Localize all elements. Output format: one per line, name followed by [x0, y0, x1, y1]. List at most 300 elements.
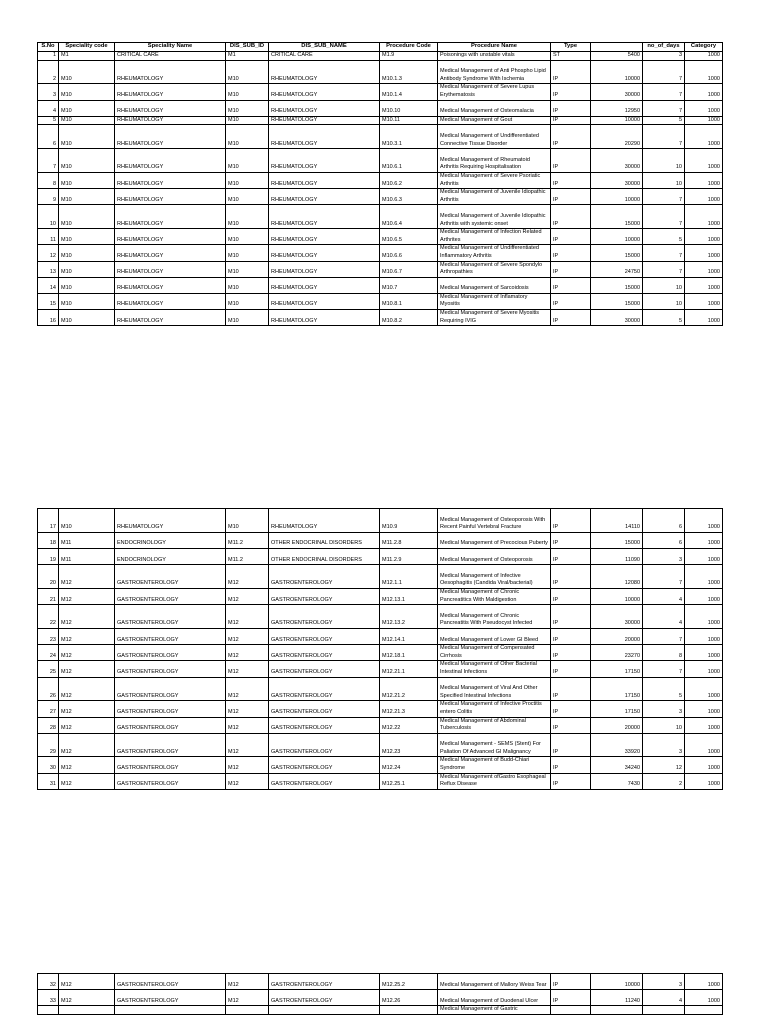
cell-procedure-name: Medical Management of Mallory Weiss Tear [438, 974, 551, 990]
header-procedure-code: Procedure Code [380, 43, 438, 52]
cell-category: 1000 [685, 757, 723, 773]
table-row [38, 310, 723, 326]
cell-no-of-days: 10 [643, 293, 685, 309]
cell-procedure-name: Medical Management of Undifferentiated Connective Tissue Disorder [438, 125, 551, 149]
cell-type: IP [551, 717, 591, 733]
cell-speciality-code: M12 [59, 605, 115, 629]
cell-procedure-name: Medical Management of Abdominal Tuberculosis [438, 717, 551, 733]
cell-amount: 20290 [591, 125, 643, 149]
cell-procedure-code [380, 1006, 438, 1015]
cell-dis-sub-name: GASTROENTEROLOGY [269, 677, 380, 701]
cell-no-of-days: 7 [643, 628, 685, 644]
table-row [38, 149, 723, 173]
cell-sno: 7 [38, 149, 59, 173]
cell-amount: 34240 [591, 757, 643, 773]
cell-no-of-days: 5 [643, 116, 685, 125]
cell-procedure-name: Medical Management of Budd-Chiari Syndrome [438, 757, 551, 773]
cell-type: IP [551, 677, 591, 701]
cell-sno: 26 [38, 677, 59, 701]
cell-procedure-name: Medical Management of Juvenile Idiopathic Arthritis with systemic onset [438, 205, 551, 229]
cell-procedure-code: M10.11 [380, 116, 438, 125]
cell-type: IP [551, 229, 591, 245]
cell-type: IP [551, 532, 591, 548]
cell-speciality-code: M12 [59, 628, 115, 644]
table-row [38, 757, 723, 773]
cell-amount: 30000 [591, 605, 643, 629]
header-procedure-name: Procedure Name [438, 43, 551, 52]
cell-no-of-days: 7 [643, 100, 685, 116]
table-row [38, 52, 723, 61]
cell-type: IP [551, 733, 591, 757]
cell-speciality-name: RHEUMATOLOGY [115, 229, 226, 245]
cell-category: 1000 [685, 100, 723, 116]
cell-speciality-code: M12 [59, 733, 115, 757]
cell-no-of-days: 5 [643, 229, 685, 245]
cell-speciality-code: M11 [59, 532, 115, 548]
cell-dis-sub-name: RHEUMATOLOGY [269, 205, 380, 229]
cell-dis-sub-name: RHEUMATOLOGY [269, 245, 380, 261]
cell-dis-sub-name: RHEUMATOLOGY [269, 84, 380, 100]
cell-sno: 9 [38, 189, 59, 205]
cell-type: IP [551, 990, 591, 1006]
cell-no-of-days: 7 [643, 84, 685, 100]
procedure-table-block-1 [37, 42, 723, 326]
cell-speciality-code: M10 [59, 205, 115, 229]
cell-procedure-name: Medical Management of Undifferentiated Inflammatory Arthritis [438, 245, 551, 261]
cell-no-of-days: 7 [643, 661, 685, 677]
table-row [38, 509, 723, 533]
table-row [38, 172, 723, 188]
cell-sno: 24 [38, 645, 59, 661]
cell-amount: 24750 [591, 261, 643, 277]
cell-procedure-name: Medical Management of Lower GI Bleed [438, 628, 551, 644]
cell-amount: 30000 [591, 149, 643, 173]
cell-sno: 2 [38, 60, 59, 84]
cell-amount: 14110 [591, 509, 643, 533]
cell-no-of-days: 7 [643, 205, 685, 229]
cell-procedure-name: Medical Management of Gastric [438, 1006, 551, 1015]
header-no-of-days: no_of_days [643, 43, 685, 52]
cell-no-of-days: 10 [643, 172, 685, 188]
cell-type: IP [551, 293, 591, 309]
table-body [38, 974, 723, 1015]
cell-speciality-name: GASTROENTEROLOGY [115, 974, 226, 990]
table-row [38, 116, 723, 125]
cell-category: 1000 [685, 733, 723, 757]
cell-type: IP [551, 509, 591, 533]
cell-speciality-code: M10 [59, 84, 115, 100]
cell-no-of-days: 2 [643, 773, 685, 789]
cell-no-of-days: 3 [643, 52, 685, 61]
cell-dis-sub-id: M12 [226, 677, 269, 701]
cell-procedure-code: M12.25.2 [380, 974, 438, 990]
cell-speciality-code: M10 [59, 100, 115, 116]
cell-dis-sub-id: M10 [226, 205, 269, 229]
cell-procedure-code: M10.10 [380, 100, 438, 116]
cell-procedure-code: M10.9 [380, 509, 438, 533]
cell-amount: 10000 [591, 588, 643, 604]
cell-dis-sub-name: RHEUMATOLOGY [269, 149, 380, 173]
cell-no-of-days: 6 [643, 532, 685, 548]
cell-speciality-code: M10 [59, 125, 115, 149]
cell-dis-sub-name: RHEUMATOLOGY [269, 509, 380, 533]
cell-speciality-name: RHEUMATOLOGY [115, 293, 226, 309]
cell-no-of-days: 7 [643, 125, 685, 149]
cell-speciality-name: RHEUMATOLOGY [115, 509, 226, 533]
cell-speciality-code: M11 [59, 548, 115, 564]
cell-sno: 14 [38, 277, 59, 293]
cell-speciality-code: M10 [59, 261, 115, 277]
table-row [38, 677, 723, 701]
cell-speciality-name: RHEUMATOLOGY [115, 149, 226, 173]
cell-speciality-name: RHEUMATOLOGY [115, 100, 226, 116]
cell-dis-sub-name: GASTROENTEROLOGY [269, 990, 380, 1006]
cell-category: 1000 [685, 60, 723, 84]
cell-type: IP [551, 100, 591, 116]
cell-dis-sub-name: GASTROENTEROLOGY [269, 588, 380, 604]
table-body [38, 509, 723, 790]
cell-procedure-code: M12.14.1 [380, 628, 438, 644]
cell-procedure-code: M1.9 [380, 52, 438, 61]
cell-dis-sub-name: GASTROENTEROLOGY [269, 757, 380, 773]
cell-type: IP [551, 588, 591, 604]
cell-dis-sub-name: RHEUMATOLOGY [269, 189, 380, 205]
cell-no-of-days: 3 [643, 701, 685, 717]
table-row [38, 205, 723, 229]
cell-speciality-name: RHEUMATOLOGY [115, 189, 226, 205]
cell-amount: 15000 [591, 245, 643, 261]
cell-amount: 5400 [591, 52, 643, 61]
header-sno: S.No [38, 43, 59, 52]
cell-dis-sub-id: M12 [226, 628, 269, 644]
cell-amount: 10000 [591, 60, 643, 84]
cell-no-of-days: 3 [643, 733, 685, 757]
cell-amount: 10000 [591, 116, 643, 125]
cell-no-of-days: 4 [643, 990, 685, 1006]
cell-sno: 32 [38, 974, 59, 990]
cell-category: 1000 [685, 677, 723, 701]
cell-dis-sub-name: RHEUMATOLOGY [269, 310, 380, 326]
cell-dis-sub-id: M12 [226, 757, 269, 773]
cell-category: 1000 [685, 645, 723, 661]
table-row [38, 293, 723, 309]
cell-dis-sub-id: M10 [226, 509, 269, 533]
cell-dis-sub-name: GASTROENTEROLOGY [269, 605, 380, 629]
cell-procedure-name: Medical Management of Osteomalacia [438, 100, 551, 116]
cell-dis-sub-id: M10 [226, 60, 269, 84]
cell-type: IP [551, 205, 591, 229]
cell-speciality-name: RHEUMATOLOGY [115, 261, 226, 277]
cell-type: IP [551, 565, 591, 589]
cell-category: 1000 [685, 605, 723, 629]
cell-speciality-code [59, 1006, 115, 1015]
cell-procedure-name: Medical Management of Rheumatoid Arthritis Requiring Hospitalisation [438, 149, 551, 173]
table-body [38, 52, 723, 326]
cell-no-of-days: 4 [643, 605, 685, 629]
cell-speciality-name: RHEUMATOLOGY [115, 245, 226, 261]
cell-type: IP [551, 189, 591, 205]
cell-category: 1000 [685, 628, 723, 644]
cell-dis-sub-id: M12 [226, 717, 269, 733]
cell-procedure-code: M10.1.4 [380, 84, 438, 100]
cell-procedure-name: Medical Management of Infective Proctitis entero Colitis [438, 701, 551, 717]
cell-category: 1000 [685, 125, 723, 149]
cell-amount [591, 1006, 643, 1015]
cell-no-of-days: 10 [643, 277, 685, 293]
cell-procedure-name: Medical Management of Viral And Other Specified Intestinal Infections [438, 677, 551, 701]
cell-amount: 33920 [591, 733, 643, 757]
cell-dis-sub-id: M10 [226, 293, 269, 309]
cell-dis-sub-name: RHEUMATOLOGY [269, 277, 380, 293]
cell-procedure-name: Medical Management of Severe Psoriatic Arthritis [438, 172, 551, 188]
cell-procedure-code: M10.6.4 [380, 205, 438, 229]
cell-speciality-name: RHEUMATOLOGY [115, 60, 226, 84]
cell-amount: 12950 [591, 100, 643, 116]
cell-speciality-code: M10 [59, 172, 115, 188]
cell-amount: 12080 [591, 565, 643, 589]
cell-category: 1000 [685, 701, 723, 717]
cell-no-of-days: 5 [643, 310, 685, 326]
cell-category: 1000 [685, 277, 723, 293]
cell-speciality-name: GASTROENTEROLOGY [115, 605, 226, 629]
cell-type: IP [551, 701, 591, 717]
cell-category: 1000 [685, 974, 723, 990]
cell-speciality-code: M10 [59, 293, 115, 309]
cell-no-of-days [643, 1006, 685, 1015]
cell-speciality-name: GASTROENTEROLOGY [115, 645, 226, 661]
cell-dis-sub-id: M12 [226, 701, 269, 717]
cell-amount: 20000 [591, 717, 643, 733]
cell-amount: 10000 [591, 229, 643, 245]
cell-dis-sub-name: GASTROENTEROLOGY [269, 717, 380, 733]
table-row [38, 990, 723, 1006]
table-row [38, 60, 723, 84]
cell-speciality-code: M10 [59, 509, 115, 533]
cell-procedure-name: Medical Management of Compensated Cirrhosis [438, 645, 551, 661]
cell-procedure-name: Medical Management of Precocious Puberty [438, 532, 551, 548]
cell-amount: 11240 [591, 990, 643, 1006]
cell-amount: 30000 [591, 310, 643, 326]
cell-category: 1000 [685, 310, 723, 326]
header-amount [591, 43, 643, 52]
cell-sno: 20 [38, 565, 59, 589]
cell-dis-sub-name: GASTROENTEROLOGY [269, 773, 380, 789]
cell-dis-sub-name: GASTROENTEROLOGY [269, 974, 380, 990]
cell-sno: 11 [38, 229, 59, 245]
cell-no-of-days: 10 [643, 717, 685, 733]
cell-procedure-code: M10.1.3 [380, 60, 438, 84]
cell-procedure-name: Medical Management ofGastro Esophageal Reflux Disease [438, 773, 551, 789]
cell-sno: 33 [38, 990, 59, 1006]
cell-dis-sub-id: M10 [226, 261, 269, 277]
cell-procedure-code: M12.21.3 [380, 701, 438, 717]
cell-dis-sub-id: M12 [226, 605, 269, 629]
cell-dis-sub-name: RHEUMATOLOGY [269, 172, 380, 188]
cell-dis-sub-name: GASTROENTEROLOGY [269, 701, 380, 717]
cell-no-of-days: 5 [643, 677, 685, 701]
cell-sno: 29 [38, 733, 59, 757]
cell-procedure-code: M12.26 [380, 990, 438, 1006]
cell-speciality-code: M10 [59, 149, 115, 173]
cell-speciality-name: RHEUMATOLOGY [115, 84, 226, 100]
cell-dis-sub-id: M10 [226, 172, 269, 188]
cell-amount: 20000 [591, 628, 643, 644]
cell-sno: 27 [38, 701, 59, 717]
cell-procedure-code: M11.2.9 [380, 548, 438, 564]
table-row [38, 189, 723, 205]
cell-speciality-name: GASTROENTEROLOGY [115, 701, 226, 717]
cell-speciality-name: RHEUMATOLOGY [115, 310, 226, 326]
cell-speciality-name: GASTROENTEROLOGY [115, 717, 226, 733]
cell-dis-sub-id: M12 [226, 565, 269, 589]
table-row [38, 661, 723, 677]
cell-type: IP [551, 310, 591, 326]
cell-dis-sub-id: M1 [226, 52, 269, 61]
cell-speciality-code: M12 [59, 701, 115, 717]
cell-procedure-code: M10.7 [380, 277, 438, 293]
cell-speciality-name: GASTROENTEROLOGY [115, 588, 226, 604]
cell-no-of-days: 7 [643, 189, 685, 205]
table-row [38, 261, 723, 277]
cell-procedure-code: M10.6.5 [380, 229, 438, 245]
cell-procedure-code: M10.6.3 [380, 189, 438, 205]
cell-procedure-code: M10.3.1 [380, 125, 438, 149]
table-row [38, 628, 723, 644]
cell-procedure-name: Medical Management of Chronic Pancreatitis With Pseudocyst Infected [438, 605, 551, 629]
cell-sno: 19 [38, 548, 59, 564]
cell-procedure-code: M12.1.1 [380, 565, 438, 589]
cell-procedure-name: Medical Management of Gout [438, 116, 551, 125]
cell-procedure-code: M10.6.6 [380, 245, 438, 261]
cell-category: 1000 [685, 293, 723, 309]
cell-category: 1000 [685, 548, 723, 564]
cell-sno: 1 [38, 52, 59, 61]
cell-amount: 30000 [591, 84, 643, 100]
cell-procedure-code: M12.18.1 [380, 645, 438, 661]
cell-type: IP [551, 245, 591, 261]
cell-type: IP [551, 605, 591, 629]
cell-procedure-code: M12.25.1 [380, 773, 438, 789]
cell-dis-sub-id: M11.2 [226, 532, 269, 548]
cell-category: 1000 [685, 149, 723, 173]
cell-no-of-days: 7 [643, 60, 685, 84]
cell-dis-sub-id: M10 [226, 277, 269, 293]
cell-speciality-name: GASTROENTEROLOGY [115, 773, 226, 789]
cell-no-of-days: 3 [643, 548, 685, 564]
cell-type: IP [551, 974, 591, 990]
header-speciality-name: Speciality Name [115, 43, 226, 52]
cell-speciality-code: M10 [59, 310, 115, 326]
cell-dis-sub-id [226, 1006, 269, 1015]
cell-category: 1000 [685, 990, 723, 1006]
cell-sno: 10 [38, 205, 59, 229]
cell-dis-sub-id: M12 [226, 645, 269, 661]
cell-sno: 22 [38, 605, 59, 629]
cell-sno: 6 [38, 125, 59, 149]
cell-type: IP [551, 628, 591, 644]
cell-type: IP [551, 84, 591, 100]
cell-procedure-code: M12.21.2 [380, 677, 438, 701]
cell-speciality-code: M1 [59, 52, 115, 61]
cell-dis-sub-id: M12 [226, 773, 269, 789]
cell-dis-sub-name: GASTROENTEROLOGY [269, 645, 380, 661]
cell-procedure-code: M12.21.1 [380, 661, 438, 677]
cell-no-of-days: 12 [643, 757, 685, 773]
cell-dis-sub-name: RHEUMATOLOGY [269, 125, 380, 149]
cell-speciality-code: M10 [59, 245, 115, 261]
cell-speciality-code: M12 [59, 661, 115, 677]
cell-speciality-code: M12 [59, 677, 115, 701]
cell-amount: 7430 [591, 773, 643, 789]
cell-speciality-name: RHEUMATOLOGY [115, 277, 226, 293]
cell-type: IP [551, 757, 591, 773]
cell-speciality-name: GASTROENTEROLOGY [115, 677, 226, 701]
procedure-table-block-3 [37, 973, 723, 1015]
cell-dis-sub-id: M12 [226, 990, 269, 1006]
cell-no-of-days: 7 [643, 261, 685, 277]
cell-dis-sub-id: M10 [226, 245, 269, 261]
cell-type: IP [551, 261, 591, 277]
table-row [38, 565, 723, 589]
cell-dis-sub-name: OTHER ENDOCRINAL DISORDERS [269, 532, 380, 548]
cell-category: 1000 [685, 205, 723, 229]
cell-speciality-name: ENDOCRINOLOGY [115, 532, 226, 548]
cell-sno: 21 [38, 588, 59, 604]
table-row [38, 717, 723, 733]
header-type: Type [551, 43, 591, 52]
cell-speciality-code: M12 [59, 588, 115, 604]
cell-no-of-days: 8 [643, 645, 685, 661]
cell-speciality-name: GASTROENTEROLOGY [115, 661, 226, 677]
table-row [38, 773, 723, 789]
cell-category: 1000 [685, 172, 723, 188]
cell-speciality-name: GASTROENTEROLOGY [115, 733, 226, 757]
cell-sno: 28 [38, 717, 59, 733]
cell-amount: 17150 [591, 661, 643, 677]
cell-speciality-name: RHEUMATOLOGY [115, 116, 226, 125]
cell-type [551, 1006, 591, 1015]
cell-category: 1000 [685, 261, 723, 277]
cell-speciality-name: RHEUMATOLOGY [115, 172, 226, 188]
cell-amount: 17150 [591, 701, 643, 717]
cell-procedure-code: M11.2.8 [380, 532, 438, 548]
cell-type: IP [551, 645, 591, 661]
cell-category: 1000 [685, 509, 723, 533]
cell-procedure-name: Medical Management of Osteoporosis [438, 548, 551, 564]
cell-amount: 15000 [591, 277, 643, 293]
cell-amount: 17150 [591, 677, 643, 701]
cell-amount: 15000 [591, 532, 643, 548]
cell-speciality-name: ENDOCRINOLOGY [115, 548, 226, 564]
table-row [38, 84, 723, 100]
table-row [38, 532, 723, 548]
cell-dis-sub-id: M12 [226, 974, 269, 990]
cell-type: IP [551, 773, 591, 789]
cell-category: 1000 [685, 116, 723, 125]
cell-sno: 15 [38, 293, 59, 309]
cell-procedure-code: M10.6.2 [380, 172, 438, 188]
cell-dis-sub-name: GASTROENTEROLOGY [269, 628, 380, 644]
cell-sno: 18 [38, 532, 59, 548]
cell-procedure-name: Medical Management of Osteoporosis With Recent Painful Vertebral Fracture [438, 509, 551, 533]
cell-category: 1000 [685, 532, 723, 548]
cell-sno: 4 [38, 100, 59, 116]
cell-speciality-code: M12 [59, 974, 115, 990]
cell-category: 1000 [685, 717, 723, 733]
table-row [38, 588, 723, 604]
cell-procedure-name: Medical Management of Juvenile Idiopathic Arthritis [438, 189, 551, 205]
cell-speciality-code: M12 [59, 645, 115, 661]
